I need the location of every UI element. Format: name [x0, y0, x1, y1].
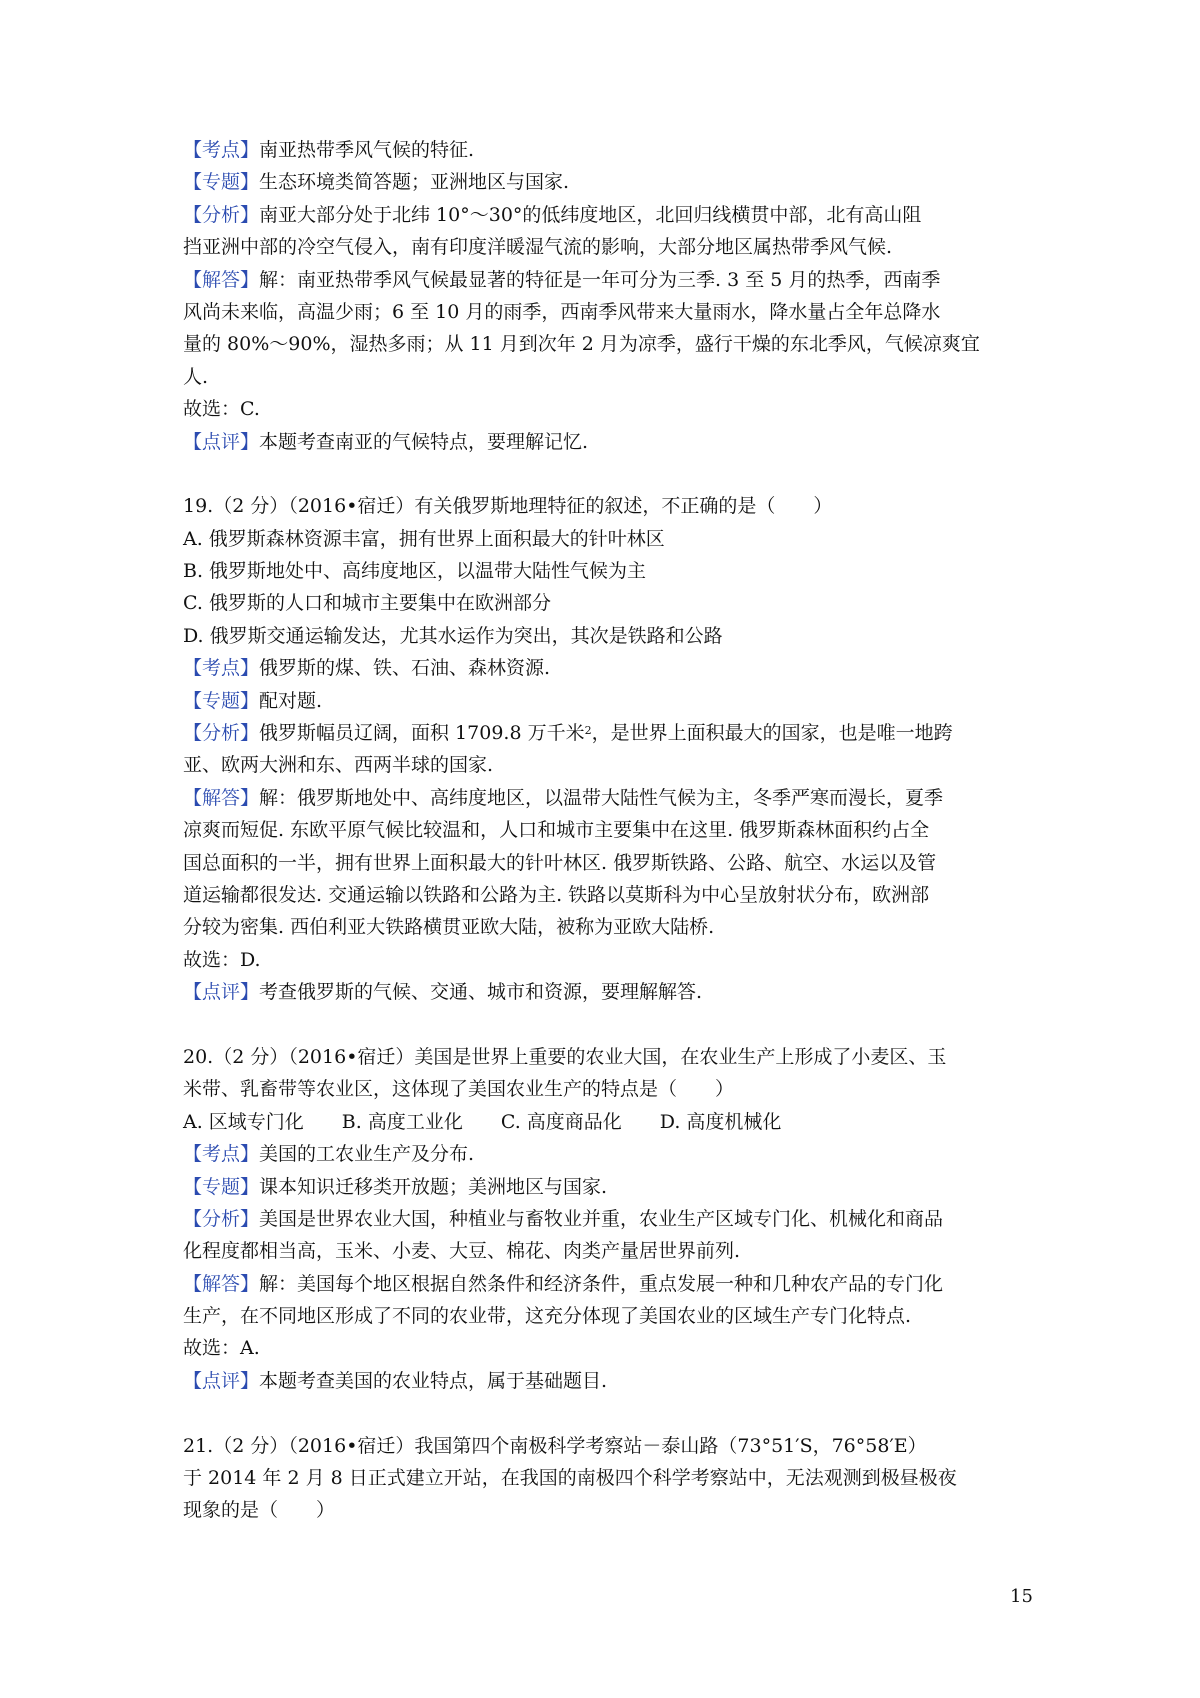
jieda-text-cont: 分较为密集. 西伯利亚大铁路横贯亚欧大陆，被称为亚欧大陆桥.	[183, 916, 715, 939]
jieda-text: 解：美国每个地区根据自然条件和经济条件，重点发展一种和几种农产品的专门化	[259, 1272, 944, 1295]
fenxi-tag: 【分析】	[183, 203, 260, 226]
dianping-tag: 【点评】	[183, 981, 260, 1004]
zhuanti-line	[183, 685, 1033, 717]
fenxi-tag: 【分析】	[183, 722, 260, 745]
zhuanti-text: 生态环境类简答题；亚洲地区与国家.	[259, 171, 570, 194]
kaodian-text: 南亚热带季风气候的特征.	[259, 139, 475, 161]
question-19-option-c: C. 俄罗斯的人口和城市主要集中在欧洲部分	[183, 592, 551, 615]
dianping-tag: 【点评】	[183, 1369, 260, 1392]
jieda-text-cont: 风尚未来临，高温少雨；6 至 10 月的雨季，西南季风带来大量雨水，降水量占全年总降水	[183, 300, 941, 323]
kaodian-tag: 【考点】	[183, 1143, 260, 1166]
kaodian-line	[183, 134, 1033, 166]
zhuanti-tag: 【专题】	[183, 171, 260, 194]
zhuanti-line	[183, 1171, 1033, 1203]
dianping-text: 考查俄罗斯的气候、交通、城市和资源，要理解解答.	[259, 981, 703, 1004]
kaodian-text: 美国的工农业生产及分布.	[259, 1143, 475, 1166]
jieda-line	[183, 1268, 1033, 1300]
zhuanti-line	[183, 166, 1033, 198]
jieda-tag: 【解答】	[183, 268, 260, 291]
jieda-line	[183, 782, 1033, 814]
zhuanti-tag: 【专题】	[183, 689, 260, 712]
fenxi-text: 俄罗斯幅员辽阔，面积 1709.8 万千米	[259, 722, 585, 745]
fenxi-text-cont: 挡亚洲中部的冷空气侵入，南有印度洋暖湿气流的影响，大部分地区属热带季风气候.	[183, 236, 893, 259]
question-19-option-d: D. 俄罗斯交通运输发达，尤其水运作为突出，其次是铁路和公路	[183, 624, 723, 647]
kaodian-text: 俄罗斯的煤、铁、石油、森林资源.	[259, 657, 551, 680]
jieda-text-cont: 国总面积的一半，拥有世界上面积最大的针叶林区. 俄罗斯铁路、公路、航空、水运以及管	[183, 851, 937, 874]
dianping-line	[183, 426, 1033, 458]
dianping-line	[183, 976, 1033, 1008]
jieda-tag: 【解答】	[183, 1272, 260, 1295]
zhuanti-tag: 【专题】	[183, 1175, 260, 1198]
jieda-line	[183, 264, 1033, 296]
fenxi-line	[183, 199, 1033, 231]
fenxi-tag: 【分析】	[183, 1207, 260, 1230]
jieda-text: 解：俄罗斯地处中、高纬度地区，以温带大陆性气候为主，冬季严寒而漫长，夏季	[259, 786, 944, 809]
jieda-tag: 【解答】	[183, 786, 260, 809]
answer-line: 故选：D.	[183, 948, 261, 971]
jieda-text-cont: 凉爽而短促. 东欧平原气候比较温和，人口和城市主要集中在这里. 俄罗斯森林面积约占全	[183, 819, 930, 842]
answer-line: 故选：A.	[183, 1337, 260, 1360]
jieda-text: 解：南亚热带季风气候最显著的特征是一年可分为三季. 3 至 5 月的热季，西南季	[259, 268, 941, 291]
dianping-text: 本题考查南亚的气候特点，要理解记忆.	[259, 430, 589, 453]
jieda-text-cont: 生产，在不同地区形成了不同的农业带，这充分体现了美国农业的区域生产专门化特点.	[183, 1305, 912, 1328]
jieda-text-cont: 人.	[183, 365, 209, 388]
kaodian-line	[183, 652, 1033, 684]
question-20-options: A. 区域专门化 B. 高度工业化 C. 高度商品化 D. 高度机械化	[183, 1110, 782, 1133]
dianping-tag: 【点评】	[183, 430, 260, 453]
jieda-text-cont: 道运输都很发达. 交通运输以铁路和公路为主. 铁路以莫斯科为中心呈放射状分布，欧洲部	[183, 883, 930, 906]
question-20-stem-cont: 米带、乳畜带等农业区，这体现了美国农业生产的特点是（ ）	[183, 1078, 735, 1101]
spacer	[183, 1009, 1033, 1041]
kaodian-tag: 【考点】	[183, 139, 260, 161]
fenxi-text: ，是世界上面积最大的国家，也是唯一地跨	[591, 722, 953, 745]
dianping-text: 本题考查美国的农业特点，属于基础题目.	[259, 1369, 608, 1392]
fenxi-text: 南亚大部分处于北纬 10°～30°的低纬度地区，北回归线横贯中部，北有高山阻	[259, 203, 922, 226]
superscript: 2	[584, 724, 592, 738]
fenxi-line	[183, 1203, 1033, 1235]
zhuanti-text: 配对题.	[259, 689, 323, 712]
question-21-stem-cont: 于 2014 年 2 月 8 日正式建立开站，在我国的南极四个科学考察站中，无法观测到极昼极夜	[183, 1467, 957, 1490]
dianping-line	[183, 1365, 1033, 1397]
page-number: 15	[1010, 1586, 1033, 1607]
fenxi-line	[183, 717, 1033, 749]
question-21-stem-cont: 现象的是（ ）	[183, 1499, 336, 1522]
document-page	[183, 134, 1033, 1527]
kaodian-tag: 【考点】	[183, 657, 260, 680]
jieda-text-cont: 量的 80%～90%，湿热多雨；从 11 月到次年 2 月为凉季，盛行干燥的东北季风，气候凉爽宜	[183, 333, 980, 356]
fenxi-text: 美国是世界农业大国，种植业与畜牧业并重，农业生产区域专门化、机械化和商品	[259, 1207, 944, 1230]
zhuanti-text: 课本知识迁移类开放题；美洲地区与国家.	[259, 1175, 608, 1198]
spacer	[183, 1397, 1033, 1429]
fenxi-text-cont: 化程度都相当高，玉米、小麦、大豆、棉花、肉类产量居世界前列.	[183, 1240, 741, 1263]
question-19-option-b: B. 俄罗斯地处中、高纬度地区，以温带大陆性气候为主	[183, 560, 647, 583]
spacer	[183, 458, 1033, 490]
question-19-option-a: A. 俄罗斯森林资源丰富，拥有世界上面积最大的针叶林区	[183, 527, 665, 550]
kaodian-line	[183, 1138, 1033, 1170]
fenxi-text-cont: 亚、欧两大洲和东、西两半球的国家.	[183, 754, 494, 777]
question-21-stem: 21.（2 分）（2016•宿迁）我国第四个南极科学考察站－泰山路（73°51′S，76°58′E）	[183, 1434, 927, 1457]
question-20-stem: 20.（2 分）（2016•宿迁）美国是世界上重要的农业大国，在农业生产上形成了小麦区、玉	[183, 1045, 947, 1068]
question-19-stem: 19.（2 分）（2016•宿迁）有关俄罗斯地理特征的叙述，不正确的是（ ）	[183, 495, 833, 518]
answer-line: 故选：C.	[183, 398, 260, 421]
